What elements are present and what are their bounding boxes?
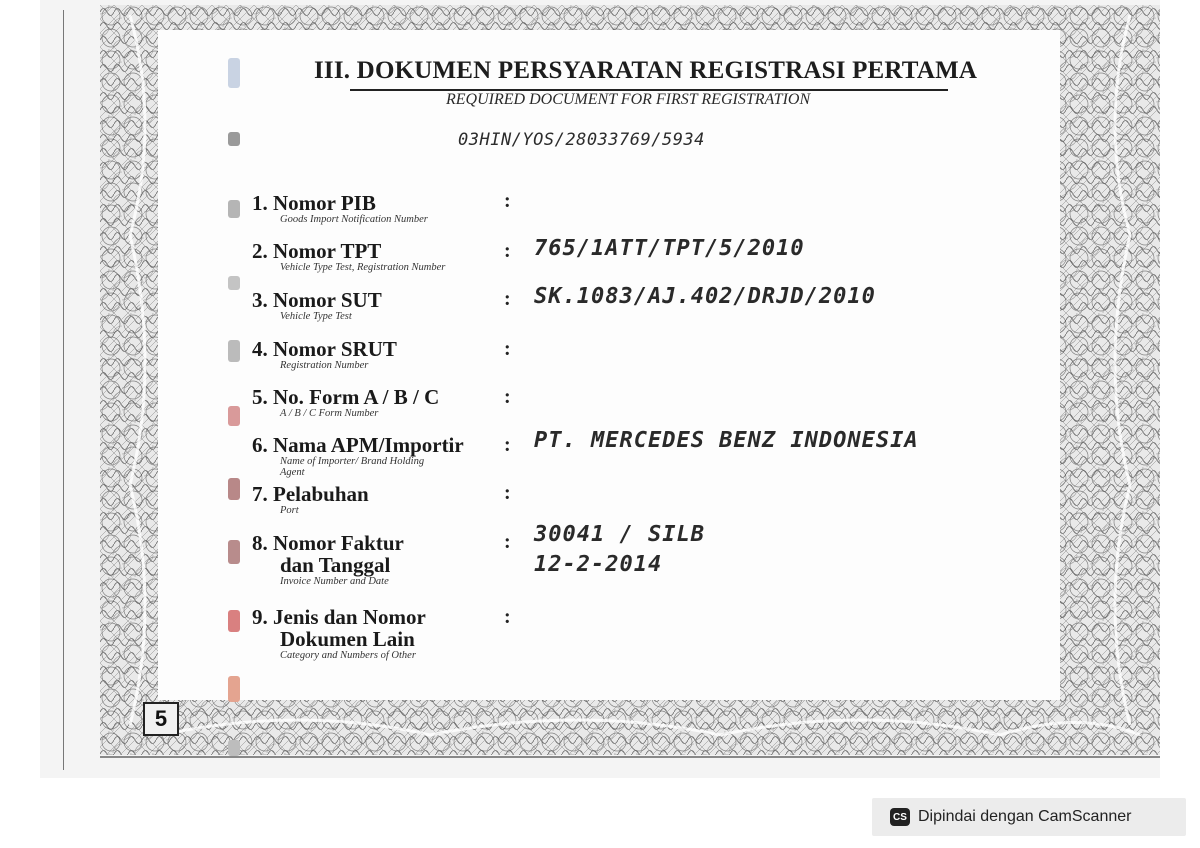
field-label: 8. Nomor Faktur — [252, 531, 404, 555]
field-sublabel-cont: Agent — [280, 467, 305, 478]
field-dokumen-lain — [252, 606, 426, 661]
field-nomor-srut — [252, 338, 397, 371]
field-value-apm: PT. MERCEDES BENZ INDONESIA — [534, 428, 919, 453]
field-value-tpt: 765/1ATT/TPT/5/2010 — [534, 236, 805, 261]
field-nomor-tpt — [252, 240, 445, 273]
field-value-tanggal: 12-2-2014 — [534, 552, 663, 577]
field-colon: : — [504, 338, 511, 360]
page-edge-line — [63, 10, 64, 770]
binding-marks — [226, 40, 242, 760]
field-sublabel: Registration Number — [280, 360, 369, 371]
page-title: III. DOKUMEN PERSYARATAN REGISTRASI PERTAMA — [314, 57, 978, 84]
camscanner-watermark — [872, 798, 1186, 836]
field-sublabel: Category and Numbers of Other — [280, 650, 416, 661]
field-label: 7. Pelabuhan — [252, 482, 369, 506]
field-label: 4. Nomor SRUT — [252, 337, 397, 361]
page-bottom-line — [100, 756, 1160, 758]
field-form-abc — [252, 386, 439, 419]
field-sublabel: Port — [280, 505, 299, 516]
field-label: 3. Nomor SUT — [252, 288, 382, 312]
field-colon: : — [504, 531, 511, 553]
page-number: 5 — [143, 702, 179, 736]
document-number: 03HIN/YOS/28033769/5934 — [458, 130, 705, 150]
field-label: 2. Nomor TPT — [252, 239, 382, 263]
field-nama-apm-importir — [252, 434, 464, 478]
field-colon: : — [504, 606, 511, 628]
field-value-faktur: 30041 / SILB — [534, 522, 705, 547]
field-pelabuhan — [252, 483, 369, 516]
field-label: 5. No. Form A / B / C — [252, 385, 440, 409]
field-sublabel: Vehicle Type Test — [280, 311, 352, 322]
field-label: 6. Nama APM/Importir — [252, 433, 464, 457]
field-colon: : — [504, 240, 511, 262]
field-nomor-sut — [252, 289, 382, 322]
field-colon: : — [504, 190, 511, 212]
page-subtitle: REQUIRED DOCUMENT FOR FIRST REGISTRATION — [446, 91, 811, 108]
field-sublabel: Goods Import Notification Number — [280, 214, 428, 225]
field-label-cont: dan Tanggal — [280, 553, 391, 577]
field-sublabel: Vehicle Type Test, Registration Number — [280, 262, 446, 273]
field-colon: : — [504, 288, 511, 310]
field-colon: : — [504, 482, 511, 504]
field-sublabel: Name of Importer/ Brand Holding — [280, 456, 425, 467]
field-label: 1. Nomor PIB — [252, 191, 376, 215]
field-sublabel: Invoice Number and Date — [280, 576, 389, 587]
field-value-sut: SK.1083/AJ.402/DRJD/2010 — [534, 284, 876, 309]
scanner-text: Dipindai dengan CamScanner — [918, 808, 1132, 825]
field-nomor-faktur — [252, 532, 404, 587]
field-colon: : — [504, 434, 511, 456]
field-label: 9. Jenis dan Nomor — [252, 605, 426, 629]
field-label-cont: Dokumen Lain — [280, 627, 415, 651]
field-nomor-pib — [252, 192, 428, 225]
field-sublabel: A / B / C Form Number — [280, 408, 379, 419]
field-colon: : — [504, 386, 511, 408]
camscanner-logo-icon: CS — [890, 808, 910, 826]
